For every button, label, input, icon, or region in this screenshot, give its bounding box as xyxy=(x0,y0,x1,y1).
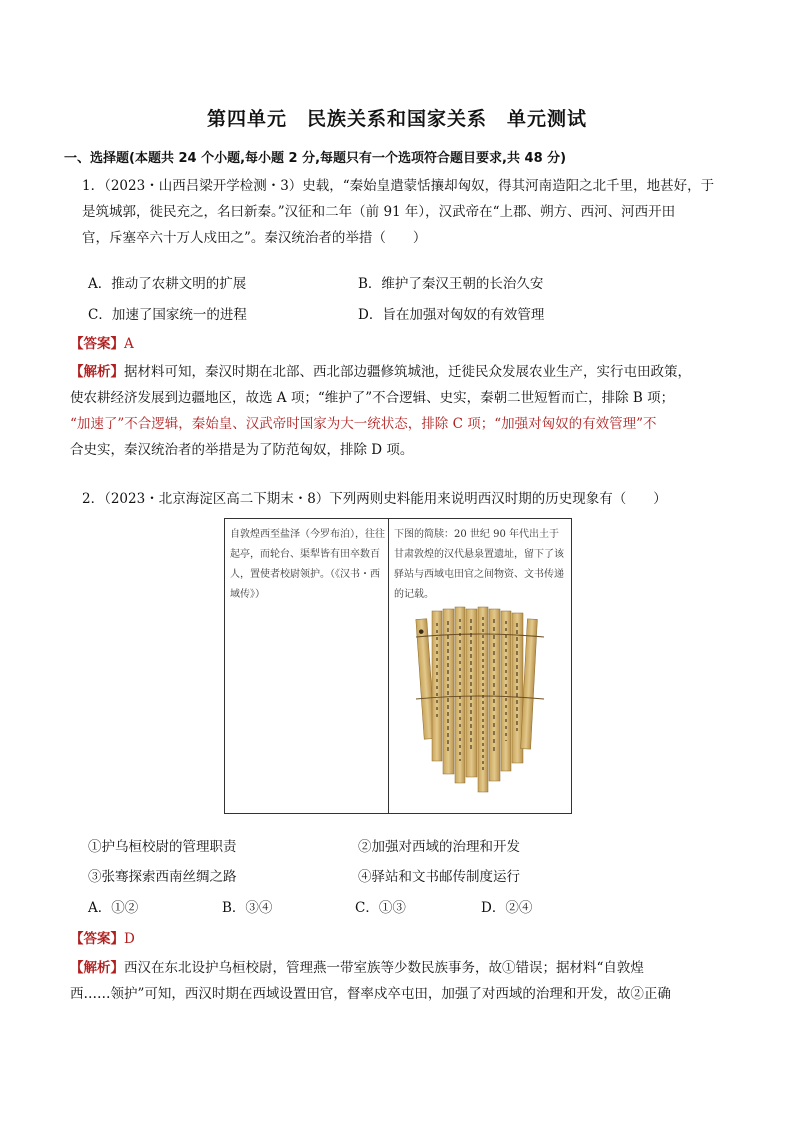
question-1-stem xyxy=(82,173,732,251)
question-1-answer xyxy=(70,332,134,352)
question-1-option-c: C．加速了国家统一的进程 xyxy=(88,307,247,323)
svg-text:●: ● xyxy=(418,627,425,636)
question-2-answer xyxy=(70,927,135,947)
explanation-line-1: 据材料可知，秦汉时期在北部、西北部边疆修筑城池，迁徙民众发展农业生产，实行屯田政策， xyxy=(124,364,691,380)
explanation-label: 【解析】 xyxy=(70,960,124,976)
question-2-option-a: A．①② xyxy=(88,900,139,916)
table-divider xyxy=(388,519,389,813)
page-title: 第四单元 民族关系和国家关系 单元测试 xyxy=(206,108,587,130)
question-2-stem: 2．（2023・北京海淀区高二下期末・8）下列两则史料能用来说明西汉时期的历史现象有（ ） xyxy=(82,491,667,507)
statement-3: ③张骞探索西南丝绸之路 xyxy=(88,869,237,885)
question-1-line-3: 官，斥塞卒六十万人戍田之”。秦汉统治者的举措（ ） xyxy=(82,230,427,246)
source-text-left: 自敦煌西至盐泽（今罗布泊），往往起亭，而轮台、渠犁皆有田卒数百人，置使者校尉领护。（《汉书・西域传》） xyxy=(230,529,385,600)
statement-4: ④驿站和文书邮传制度运行 xyxy=(358,869,520,885)
answer-label: 【答案】 xyxy=(70,931,124,947)
explanation-line-2: 西……领护”可知，西汉时期在西域设置田官，督率戍卒屯田，加强了对西域的治理和开发，故②正确 xyxy=(70,986,671,1002)
answer-value: A xyxy=(124,336,134,352)
section-heading: 一、选择题(本题共 24 个小题,每小题 2 分,每题只有一个选项符合题目要求,共 48 分) xyxy=(64,151,567,166)
question-2-option-c: C．①③ xyxy=(355,900,406,916)
answer-label: 【答案】 xyxy=(70,336,124,352)
question-1-explanation xyxy=(70,359,730,463)
statement-1: ①护乌桓校尉的管理职责 xyxy=(88,839,237,855)
source-text-right: 下图的简牍：20 世纪 90 年代出土于甘肃敦煌的汉代悬泉置遗址，留下了该驿站与西域屯田官之间物资、文书传递的记载。 xyxy=(394,529,564,600)
bamboo-slips-image xyxy=(414,601,546,797)
explanation-line-3a: “加速了”不合逻辑，秦始皇、汉武帝时国家为大一统状态， xyxy=(70,416,422,432)
question-2-option-b: B．③④ xyxy=(222,900,273,916)
explanation-line-3b: 排除 C 项；“加强对匈奴的有效管理”不 xyxy=(421,416,657,432)
statement-2: ②加强对西域的治理和开发 xyxy=(358,839,520,855)
source-material-table xyxy=(224,518,572,814)
explanation-line-2: 使农耕经济发展到边疆地区，故选 A 项；“维护了”不合逻辑、史实，秦朝二世短暂而亡，排除 B 项； xyxy=(70,390,675,406)
question-1-line-1: 1．（2023・山西吕梁开学检测・3）史载，“秦始皇遣蒙恬攘却匈奴，得其河南造阳之北千里，地甚好，于 xyxy=(82,178,715,194)
question-1-option-a: A．推动了农耕文明的扩展 xyxy=(88,276,247,292)
question-1-option-d: D．旨在加强对匈奴的有效管理 xyxy=(358,307,545,323)
question-1-line-2: 是筑城郭，徙民充之，名曰新秦。”汉征和二年（前 91 年），汉武帝在“上郡、朔方、西河、河西开田 xyxy=(82,204,676,220)
question-2-option-d: D．②④ xyxy=(481,900,533,916)
explanation-line-4: 合史实，秦汉统治者的举措是为了防范匈奴，排除 D 项。 xyxy=(70,442,414,458)
question-1-option-b: B．维护了秦汉王朝的长治久安 xyxy=(358,276,544,292)
question-2-explanation xyxy=(70,955,730,1007)
explanation-line-1: 西汉在东北设护乌桓校尉，管理燕一带室族等少数民族事务，故①错误；据材料“自敦煌 xyxy=(124,960,644,976)
answer-value: D xyxy=(124,931,135,947)
explanation-label: 【解析】 xyxy=(70,364,124,380)
